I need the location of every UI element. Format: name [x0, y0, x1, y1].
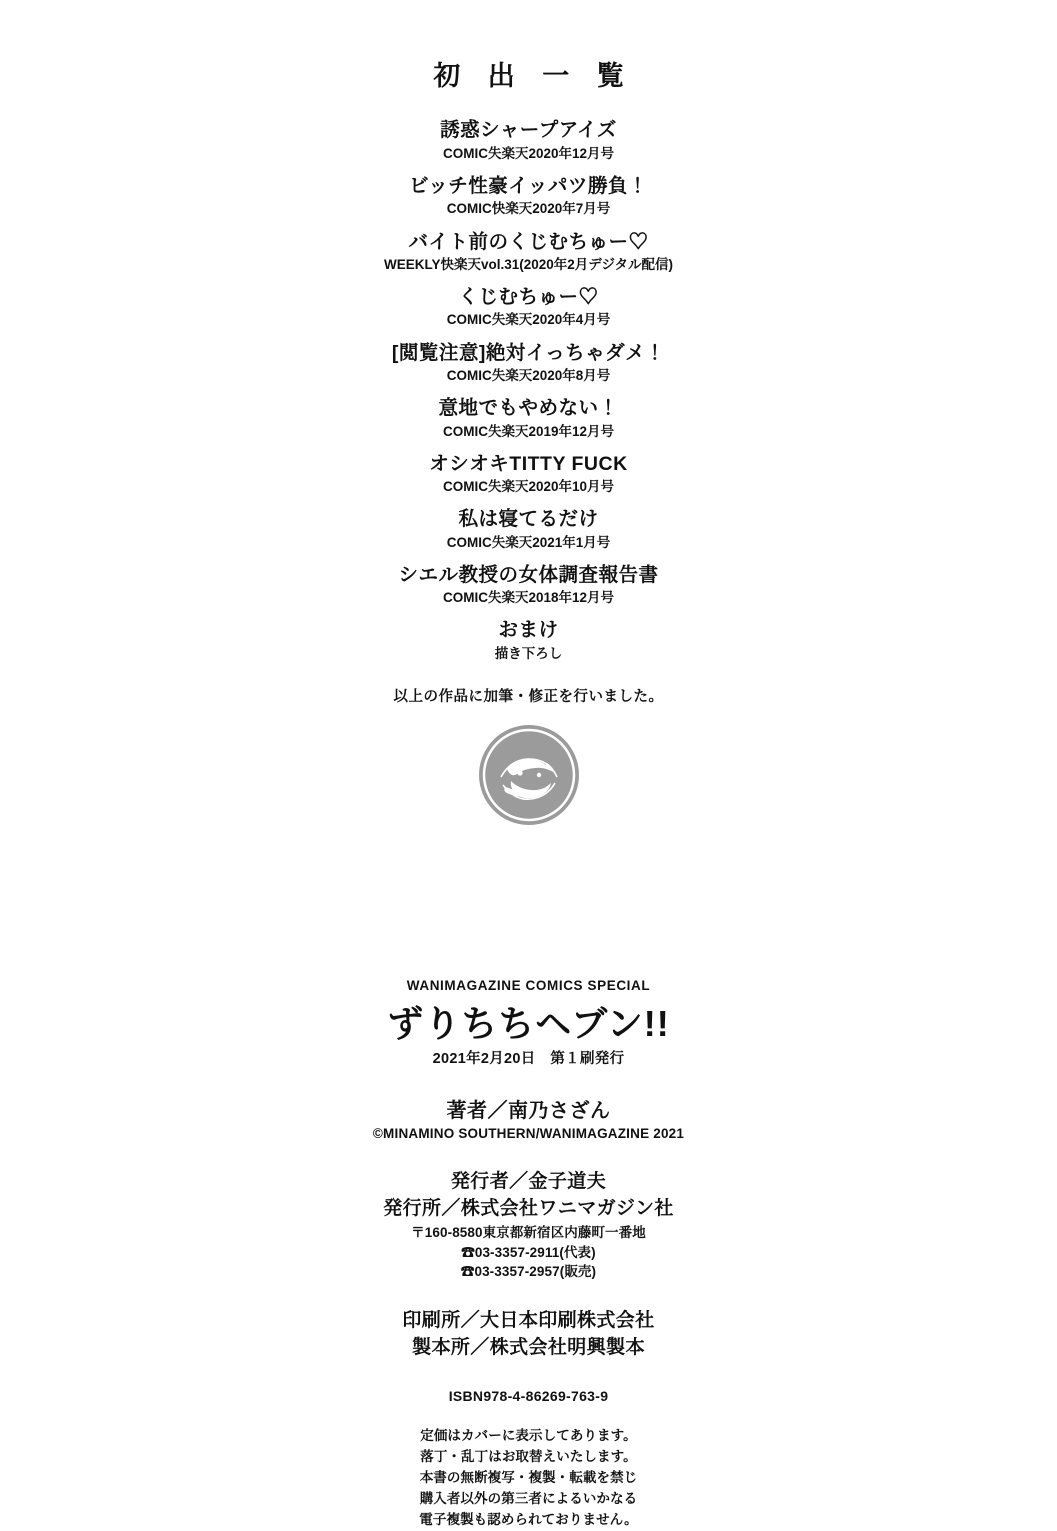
credit-entry [0, 230, 1057, 275]
credit-entry [0, 563, 1057, 608]
credit-source: COMIC失楽天2020年4月号 [446, 312, 611, 328]
binder-line: 製本所／株式会社明興製本 [412, 1336, 645, 1358]
isbn-line: ISBN978-4-86269-763-9 [448, 1387, 609, 1404]
phone-sales: ☎03-3357-2957(販売) [460, 1264, 597, 1280]
credit-title: 意地でもやめない！ [438, 397, 619, 420]
credit-source: COMIC失楽天2019年12月号 [442, 423, 615, 439]
credit-entry [0, 118, 1057, 163]
credit-title: バイト前のくじむちゅー♡ [408, 230, 649, 253]
notice-line: 購入者以外の第三者によるいかなる [419, 1490, 638, 1506]
legal-notice [0, 1426, 1057, 1531]
author-line: 著者／南乃さざん [446, 1100, 611, 1123]
publisher-address: 〒160-8580東京都新宿区内藤町一番地 [411, 1225, 646, 1241]
credit-entry [0, 452, 1057, 497]
publisher-person: 発行者／金子道夫 [450, 1171, 607, 1193]
copyright-line: ©MINAMINO SOUTHERN/WANIMAGAZINE 2021 [372, 1126, 685, 1142]
book-title: ずりちちヘブン!! [387, 1003, 670, 1044]
credit-source: 描き下ろし [494, 645, 563, 661]
phone-main: ☎03-3357-2911(代表) [461, 1244, 596, 1260]
credit-title: [閲覧注意]絶対イっちゃダメ！ [391, 341, 666, 364]
credit-title: おまけ [498, 619, 559, 642]
credit-title: くじむちゅー♡ [458, 286, 599, 309]
credit-title: シエル教授の女体調査報告書 [398, 563, 659, 586]
credit-source: COMIC失楽天2020年12月号 [442, 145, 615, 161]
credit-title: ビッチ性豪イッパツ勝負！ [409, 174, 648, 197]
credit-entry [0, 174, 1057, 219]
revision-note: 以上の作品に加筆・修正を行いました。 [393, 689, 664, 706]
credit-entry [0, 618, 1057, 663]
printer-line: 印刷所／大日本印刷株式会社 [402, 1310, 655, 1332]
notice-line: 定価はカバーに表示してあります。 [420, 1427, 637, 1443]
imprint-label: WANIMAGAZINE COMICS SPECIAL [406, 978, 651, 993]
credit-title: 私は寝てるだけ [458, 508, 599, 531]
credit-entry [0, 341, 1057, 386]
credit-entry [0, 285, 1057, 330]
notice-line: 電子複製も認められておりません。 [419, 1511, 638, 1527]
credit-title: 誘惑シャープアイズ [440, 119, 617, 142]
credits-heading: 初 出 一 覧 [433, 61, 634, 91]
spacer [0, 1282, 1057, 1308]
publication-date: 2021年2月20日 第１刷発行 [432, 1051, 625, 1068]
credit-source: COMIC失楽天2020年8月号 [446, 367, 611, 383]
credit-title: オシオキTITTY FUCK [429, 452, 628, 475]
wanimagazine-crocodile-seal-icon [477, 723, 581, 827]
credit-source: COMIC失楽天2021年1月号 [446, 534, 611, 550]
credit-source: COMIC失楽天2018年12月号 [442, 590, 615, 606]
credit-entry [0, 507, 1057, 552]
first-publication-list [0, 60, 1057, 706]
credit-entry [0, 396, 1057, 441]
publisher-company: 発行所／株式会社ワニマガジン社 [383, 1198, 674, 1220]
notice-line: 落丁・乱丁はお取替えいたします。 [420, 1448, 637, 1464]
colophon-block [0, 978, 1057, 1531]
credit-source: COMIC失楽天2020年10月号 [442, 479, 615, 495]
notice-line: 本書の無断複写・複製・転載を禁じ [419, 1469, 638, 1485]
credit-source: COMIC快楽天2020年7月号 [446, 201, 611, 217]
credit-source: WEEKLY快楽天vol.31(2020年2月デジタル配信) [383, 256, 673, 272]
